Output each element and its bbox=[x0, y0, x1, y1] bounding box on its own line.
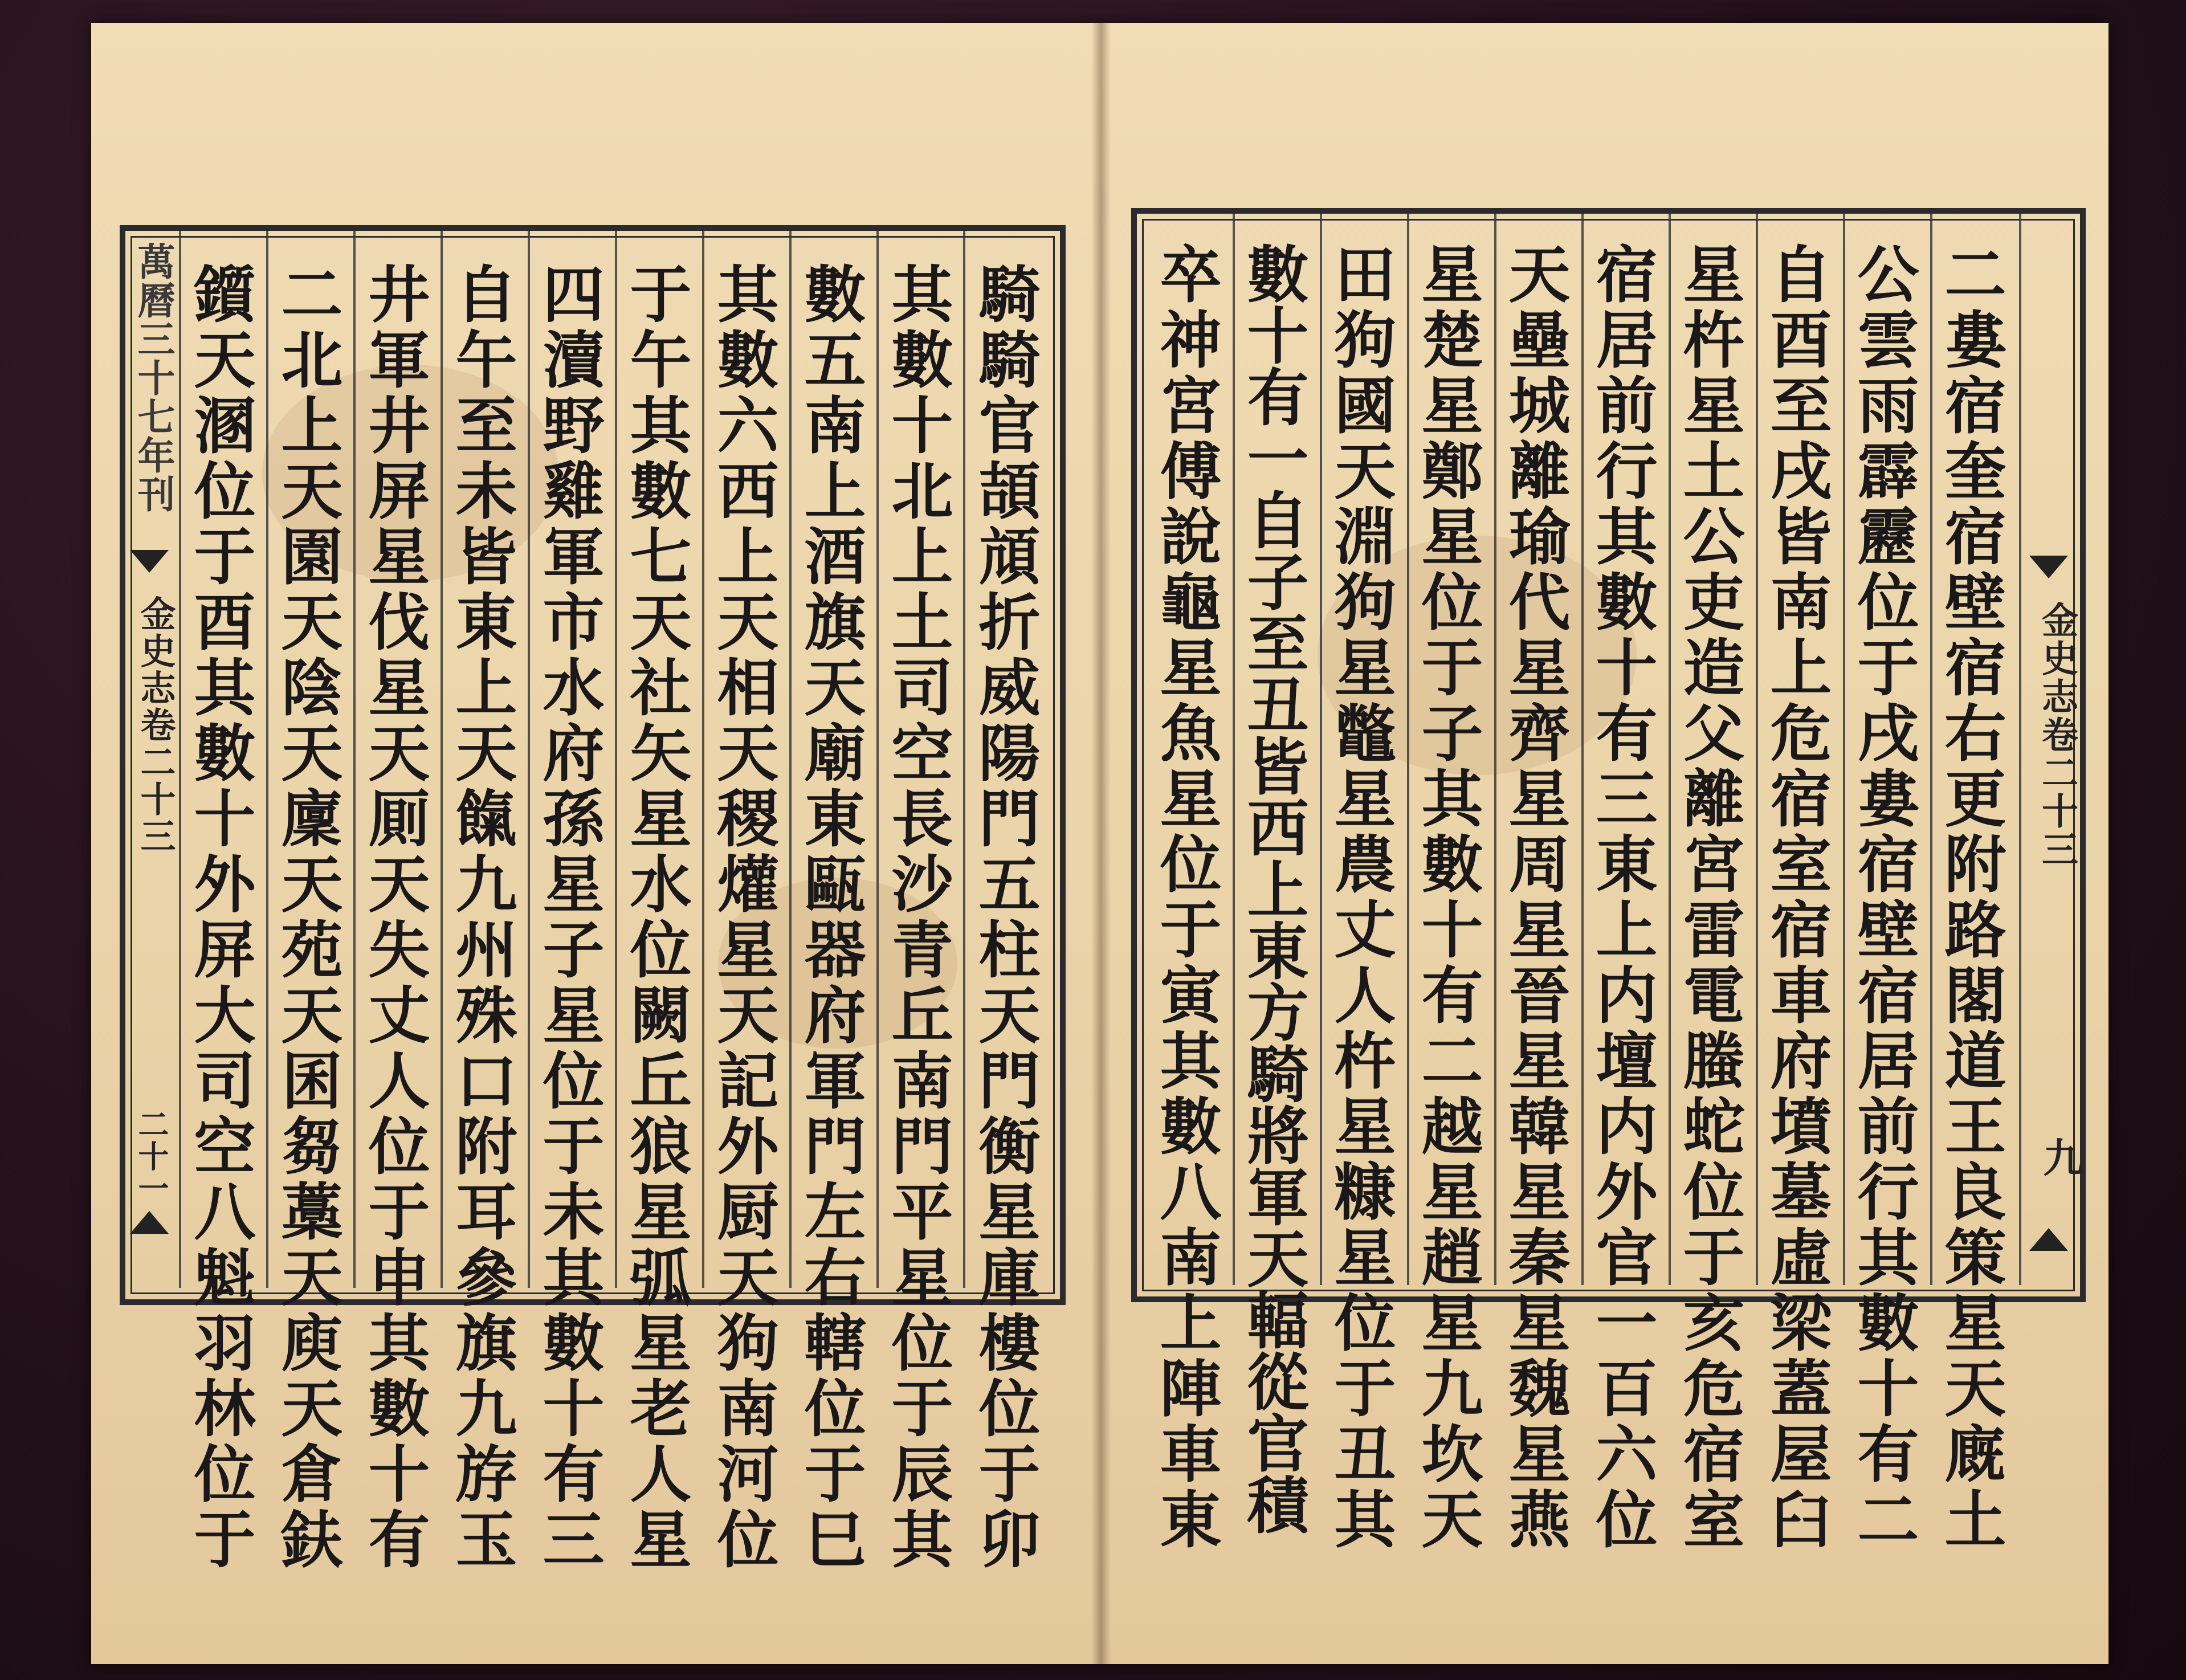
column-rule bbox=[1407, 214, 1409, 1285]
text-column: 四瀆野雞軍市水府孫星子星位于未其數十有三 bbox=[532, 262, 604, 1573]
volume-title-label: 金史志卷二十三 bbox=[134, 596, 176, 855]
text-column: 數五南上酒旗天廟東甌器府軍門左右轄位于巳 bbox=[794, 262, 866, 1573]
book-gutter bbox=[1091, 23, 1111, 1664]
text-column: 于午其數七天社矢星水位闕丘狼星弧星老人星 bbox=[619, 262, 691, 1573]
text-column: 宿居前行其數十有三東上内壇内外官一百六位 bbox=[1585, 242, 1657, 1553]
column-rule bbox=[1930, 214, 1932, 1285]
left-page bbox=[91, 23, 1101, 1664]
fishtail-mark bbox=[2029, 556, 2068, 578]
text-column: 天壘城離瑜代星齊星周星晉星韓星秦星魏星燕 bbox=[1498, 242, 1570, 1553]
fishtail-mark bbox=[130, 550, 169, 573]
leaf-number-label: 九 bbox=[2037, 1137, 2084, 1177]
right-page bbox=[1101, 23, 2108, 1664]
edition-label: 萬曆三十七年刊 bbox=[131, 242, 176, 513]
column-rule bbox=[179, 231, 181, 1288]
open-book bbox=[91, 23, 2108, 1664]
text-column: 井軍井屏星伐星天厠天失丈人位于申其數十有 bbox=[358, 262, 430, 1573]
text-column: 二婁宿奎宿壁宿右更附路閣道王良策星天廐土 bbox=[1934, 242, 2006, 1553]
column-rule bbox=[1843, 214, 1845, 1285]
column-rule bbox=[702, 231, 704, 1288]
text-column: 公雲雨霹靂位于戌婁宿壁宿居前行其數十有二 bbox=[1847, 242, 1919, 1553]
column-rule bbox=[1320, 214, 1322, 1285]
column-rule bbox=[528, 231, 530, 1288]
text-column: 數十有一自子至丑皆西上東方騎將軍天輻從官積 bbox=[1237, 242, 1308, 1535]
text-column: 其數六西上天相天稷爟星天記外厨天狗南河位 bbox=[707, 262, 778, 1573]
column-rule bbox=[1669, 214, 1671, 1285]
left-text-frame bbox=[120, 225, 1066, 1573]
column-rule bbox=[2019, 214, 2021, 1285]
volume-title-label: 金史志卷二十三 bbox=[2036, 601, 2078, 868]
text-column: 星杵星土公吏造父離宮雷電螣蛇位于亥危宿室 bbox=[1673, 242, 1744, 1553]
right-text-frame bbox=[1131, 208, 2086, 1553]
text-column: 騎騎官頡頏折威陽門五柱天門衡星庫樓位于卯 bbox=[968, 262, 1040, 1573]
text-column: 二北上天園天陰天廩天苑天囷芻藁天庾天倉鈇 bbox=[271, 262, 342, 1573]
text-column: 卒神宮傅說龜星魚星位于寅其數八南上陣車東 bbox=[1149, 242, 1221, 1553]
column-rule bbox=[615, 231, 617, 1288]
column-rule bbox=[963, 231, 965, 1288]
fishtail-mark bbox=[130, 1211, 169, 1234]
column-rule bbox=[1756, 214, 1758, 1285]
text-column: 自午至未皆東上天餼九州殊口附耳參旗九斿玉 bbox=[445, 262, 517, 1573]
text-column: 自酉至戌皆南上危宿室宿車府墳墓虛梁蓋屋臼 bbox=[1760, 242, 1832, 1553]
column-rule bbox=[266, 231, 268, 1288]
column-rule bbox=[789, 231, 792, 1288]
text-column: 其數十北上土司空長沙青丘南門平星位于辰其 bbox=[881, 262, 953, 1573]
column-rule bbox=[876, 231, 879, 1288]
column-rule bbox=[353, 231, 356, 1288]
text-column: 田狗國天淵狗星鼈星農丈人杵星糠星位于丑其 bbox=[1324, 242, 1396, 1553]
column-rule bbox=[1494, 214, 1496, 1285]
text-column: 星楚星鄭星位于子其數十有二越星趙星九坎天 bbox=[1411, 242, 1483, 1553]
column-rule bbox=[1581, 214, 1584, 1285]
column-rule bbox=[441, 231, 443, 1288]
leaf-number-label: 二十一 bbox=[133, 1108, 170, 1204]
fishtail-mark bbox=[2029, 1228, 2068, 1251]
column-rule bbox=[1233, 214, 1235, 1285]
text-column: 鑕天溷位于酉其數十外屏大司空八魁羽林位于 bbox=[183, 262, 255, 1573]
